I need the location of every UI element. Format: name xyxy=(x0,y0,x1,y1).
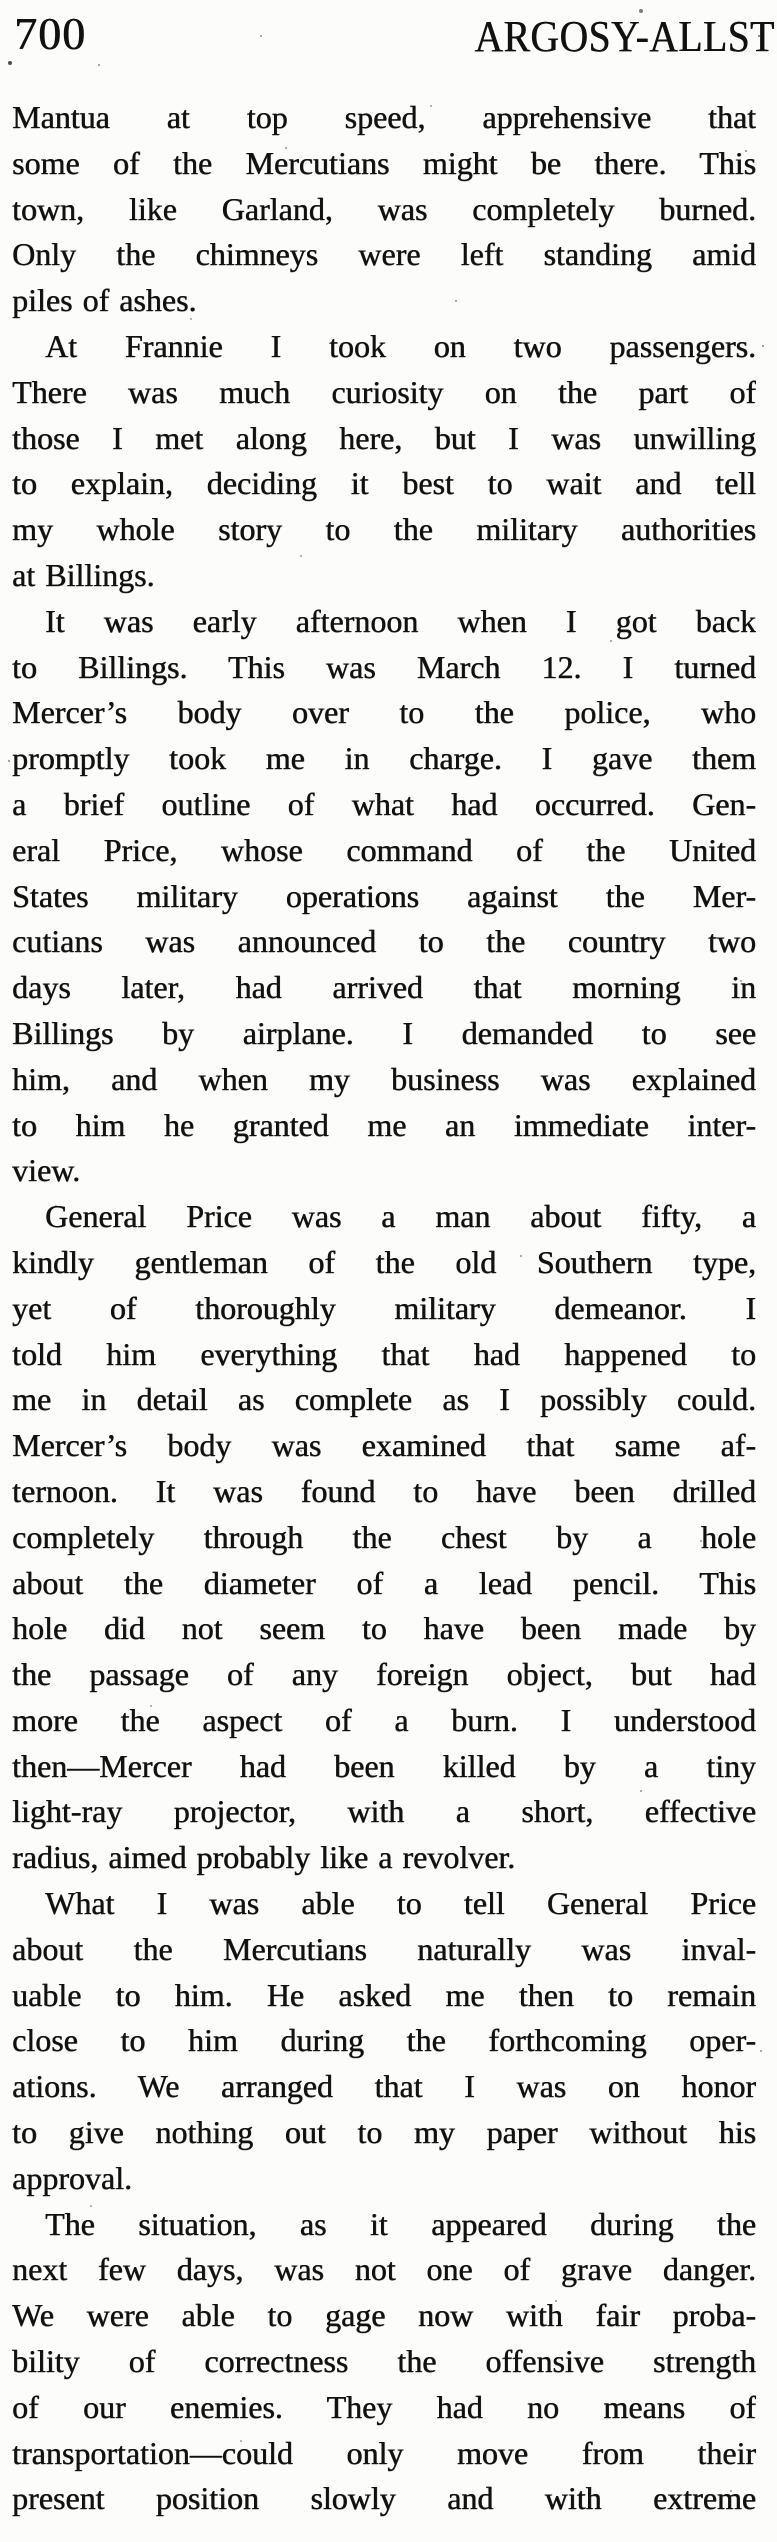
text-line: told him everything that had happened to xyxy=(12,1335,756,1372)
text-line: more the aspect of a burn. I understood xyxy=(12,1701,756,1738)
paragraph xyxy=(12,324,756,599)
text-line: Mercer’s body was examined that same af- xyxy=(12,1427,756,1464)
text-line: about the diameter of a lead pencil. This xyxy=(12,1564,756,1601)
text-line: some of the Mercutians might be there. This xyxy=(12,144,756,181)
text-line: my whole story to the military authorities xyxy=(12,511,756,548)
text-line: yet of thoroughly military demeanor. I xyxy=(12,1289,756,1326)
paragraph xyxy=(12,95,756,324)
text-line: about the Mercutians naturally was inval- xyxy=(12,1930,756,1967)
scan-noise xyxy=(0,0,2,2)
text-line: Mantua at top speed, apprehensive that xyxy=(12,99,756,135)
text-line: ations. We arranged that I was on honor xyxy=(12,2068,756,2105)
running-header xyxy=(0,8,777,72)
text-line: eral Price, whose command of the United xyxy=(12,831,756,868)
paragraph xyxy=(12,1194,756,1881)
text-line: to him he granted me an immediate inter- xyxy=(12,1106,756,1143)
text-line: at Billings. xyxy=(12,556,155,593)
text-line: At Frannie I took on two passengers. xyxy=(45,327,756,364)
text-line: a brief outline of what had occurred. Gen- xyxy=(12,785,756,822)
text-line: to Billings. This was March 12. I turned xyxy=(12,648,756,685)
text-line: me in detail as complete as I possibly could. xyxy=(12,1381,756,1418)
text-line: close to him during the forthcoming oper- xyxy=(12,2022,756,2059)
text-line: the passage of any foreign object, but had xyxy=(12,1656,756,1693)
text-line: approval. xyxy=(12,2159,132,2196)
text-line: to explain, deciding it best to wait and tell xyxy=(12,465,756,502)
text-line: to give nothing out to my paper without his xyxy=(12,2114,756,2151)
text-line: those I met along here, but I was unwilling xyxy=(12,419,756,456)
text-line: view. xyxy=(12,1152,81,1189)
text-line: cutians was announced to the country two xyxy=(12,923,756,960)
text-line: What I was able to tell General Price xyxy=(45,1885,756,1922)
text-line: ternoon. It was found to have been drilled xyxy=(12,1472,756,1509)
magazine-title: ARGOSY-ALLST xyxy=(474,12,775,61)
text-line: promptly took me in charge. I gave them xyxy=(12,740,756,777)
text-line: present position slowly and with extreme xyxy=(12,2480,756,2517)
text-line: then—Mercer had been killed by a tiny xyxy=(12,1747,756,1784)
text-line: It was early afternoon when I got back xyxy=(45,602,756,639)
text-line: Only the chimneys were left standing amid xyxy=(12,236,756,273)
text-line: next few days, was not one of grave danger. xyxy=(12,2251,756,2288)
paragraph xyxy=(12,2202,756,2523)
page-number: 700 xyxy=(14,8,86,59)
body-text xyxy=(12,95,756,2522)
text-line: transportation—could only move from their xyxy=(12,2434,756,2471)
paragraph xyxy=(12,1881,756,2202)
text-line: There was much curiosity on the part of xyxy=(12,373,756,410)
text-line: Mercer’s body over to the police, who xyxy=(12,694,756,731)
text-line: radius, aimed probably like a revolver. xyxy=(12,1839,516,1876)
text-line: kindly gentleman of the old Southern type, xyxy=(12,1243,756,1280)
text-line: bility of correctness the offensive strength xyxy=(12,2343,756,2380)
text-line: hole did not seem to have been made by xyxy=(12,1610,756,1647)
text-line: We were able to gage now with fair proba- xyxy=(12,2297,756,2334)
text-line: piles of ashes. xyxy=(12,282,197,319)
text-line: General Price was a man about fifty, a xyxy=(45,1198,756,1235)
text-line: uable to him. He asked me then to remain xyxy=(12,1976,756,2013)
text-line: completely through the chest by a hole xyxy=(12,1518,756,1555)
text-line: of our enemies. They had no means of xyxy=(12,2388,756,2425)
text-line: light-ray projector, with a short, effective xyxy=(12,1793,756,1830)
text-line: Billings by airplane. I demanded to see xyxy=(12,1014,756,1051)
text-line: The situation, as it appeared during the xyxy=(45,2205,756,2242)
text-line: days later, had arrived that morning in xyxy=(12,969,756,1006)
text-line: States military operations against the Mer- xyxy=(12,877,756,914)
text-line: town, like Garland, was completely burned. xyxy=(12,190,756,227)
paragraph xyxy=(12,599,756,1194)
text-line: him, and when my business was explained xyxy=(12,1060,756,1097)
